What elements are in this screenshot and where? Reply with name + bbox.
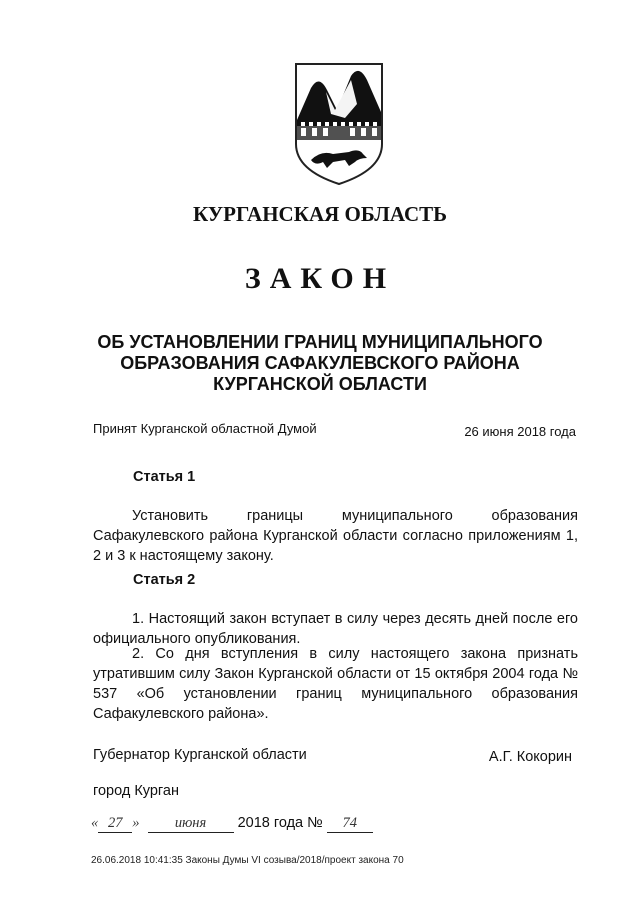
article-2-heading: Статья 2 xyxy=(133,572,196,588)
governor-name: А.Г. Кокорин xyxy=(488,749,572,765)
law-number: 74 xyxy=(327,814,373,833)
footer-metadata: 26.06.2018 10:41:35 Законы Думы VI созыва/2018/проект закона 70 xyxy=(91,855,404,866)
adopted-by-text: Принят Курганской областной Думой xyxy=(93,421,317,436)
region-name: КУРГАНСКАЯ ОБЛАСТЬ xyxy=(192,202,448,226)
law-title xyxy=(0,332,640,395)
quote-open: « xyxy=(91,815,99,831)
coat-of-arms-icon xyxy=(293,62,385,186)
governor-title: Губернатор Курганской области xyxy=(93,747,307,763)
city-name: город Курган xyxy=(93,783,179,799)
year-and-number-label: 2018 года № xyxy=(237,815,323,831)
article-2-paragraph-2: 2. Со дня вступления в силу настоящего закона признать утратившим силу Закон Курганской области от 15 октября 2004 года № 537 «Об установлении границ муниципального образования Сафакулевского района». xyxy=(93,646,578,722)
law-title-line: ОБРАЗОВАНИЯ САФАКУЛЕВСКОГО РАЙОНА xyxy=(120,353,520,373)
quote-close: » xyxy=(132,815,140,831)
adoption-date: 26 июня 2018 года xyxy=(464,424,576,439)
article-1-heading: Статья 1 xyxy=(133,469,196,485)
article-1-paragraph: Установить границы муниципального образования Сафакулевского района Курганской области согласно приложениям 1, 2 и 3 к настоящему закону. xyxy=(93,508,578,564)
signing-month: июня xyxy=(148,814,234,833)
document-type-title: ЗАКОН xyxy=(244,262,396,295)
signing-day: 27 xyxy=(98,814,132,833)
article-2-paragraph-1: 1. Настоящий закон вступает в силу через десять дней после его официального опубликования. xyxy=(93,611,578,647)
law-title-line: КУРГАНСКОЙ ОБЛАСТИ xyxy=(213,374,427,394)
law-title-line: ОБ УСТАНОВЛЕНИИ ГРАНИЦ МУНИЦИПАЛЬНОГО xyxy=(97,332,543,352)
signing-date-line xyxy=(91,814,373,833)
